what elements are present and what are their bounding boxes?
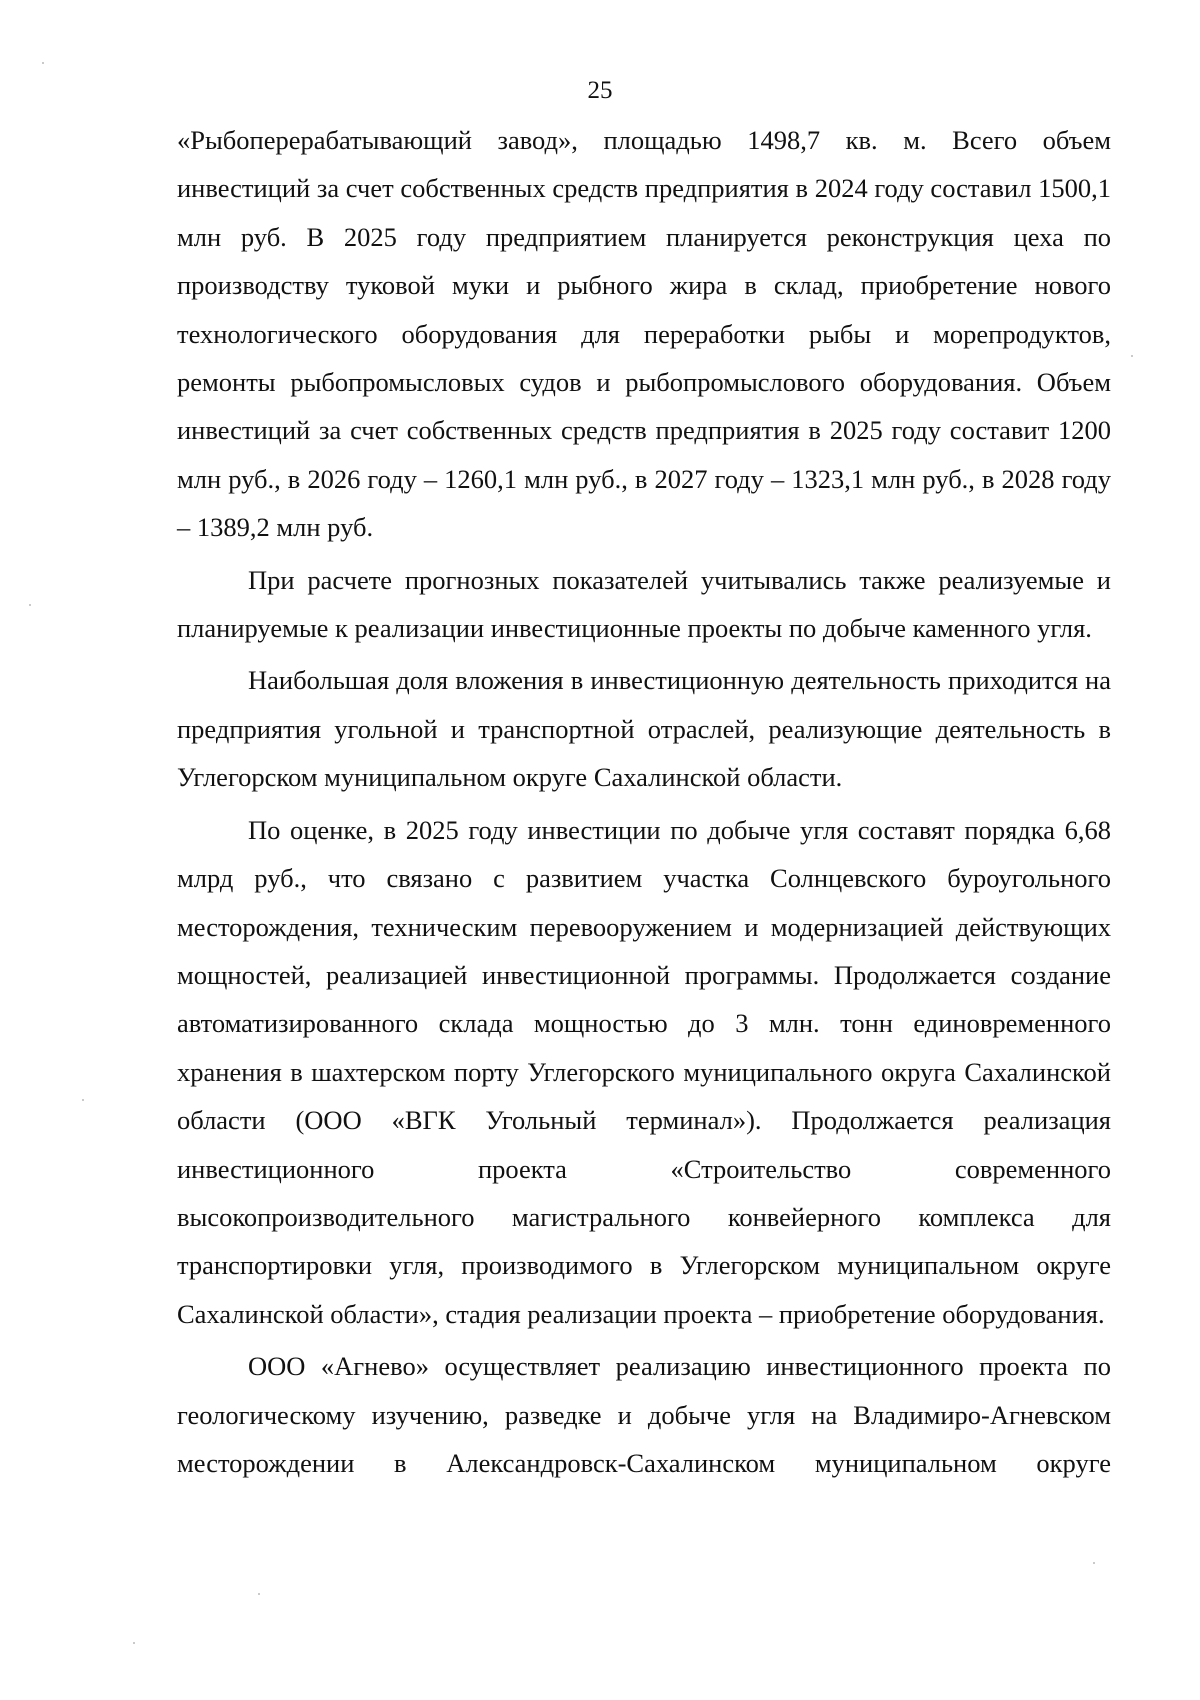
paragraph-coal-investment-2025: По оценке, в 2025 году инвестиции по добыче угля составят порядка 6,68 млрд руб., что связано с развитием участка Солнцевского буроугольного месторождения, техническим перевооружением и модернизацией действующих мощностей, реализацией инвестиционной программы. Продолжается создание автоматизированного склада мощностью до 3 млн. тонн единовременного хранения в шахтерском порту Углегорского муниципального округа Сахалинской области (ООО «ВГК Угольный терминал»). Продолжается реализация инвестиционного проекта «Строительство современного высокопроизводительного магистрального конвейерного комплекса для транспортировки угля, производимого в Углегорском муниципальном округе Сахалинской области», стадия реализации проекта – приобретение оборудования.: [177, 814, 1111, 1329]
scan-speck: [258, 1593, 260, 1595]
scan-speck: [82, 1099, 84, 1101]
paragraph-forecast-coal-projects: При расчете прогнозных показателей учитывались также реализуемые и планируемые к реализации инвестиционные проекты по добыче каменного угля.: [177, 564, 1111, 644]
body-text: [177, 116, 1111, 1487]
scan-speck: [133, 1642, 135, 1644]
scan-speck: [42, 62, 44, 64]
paragraph-fish-plant-investment: «Рыбоперерабатывающий завод», площадью 1498,7 кв. м. Всего объем инвестиций за счет собственных средств предприятия в 2024 году составил 1500,1 млн руб. В 2025 году предприятием планируется реконструкция цеха по производству туковой муки и рыбного жира в склад, приобретение нового технологического оборудования для переработки рыбы и морепродуктов, ремонты рыбопромысловых судов и рыбопромыслового оборудования. Объем инвестиций за счет собственных средств предприятия в 2025 году составит 1200 млн руб., в 2026 году – 1260,1 млн руб., в 2027 году – 1323,1 млн руб., в 2028 году – 1389,2 млн руб.: [177, 125, 1111, 543]
scan-speck: [1131, 355, 1133, 357]
scan-speck: [1093, 1562, 1095, 1564]
paragraph-largest-investment-share: Наибольшая доля вложения в инвестиционную деятельность приходится на предприятия угольной и транспортной отраслей, реализующие деятельность в Углегорском муниципальном округе Сахалинской области.: [177, 665, 1111, 793]
page-number: 25: [587, 77, 613, 104]
paragraph-agnevo-project: ООО «Агнево» осуществляет реализацию инвестиционного проекта по геологическому изучению, разведке и добыче угля на Владимиро-Агневском месторождении в Александровск-Сахалинском муниципальном округе: [177, 1351, 1111, 1478]
scan-speck: [29, 604, 31, 606]
